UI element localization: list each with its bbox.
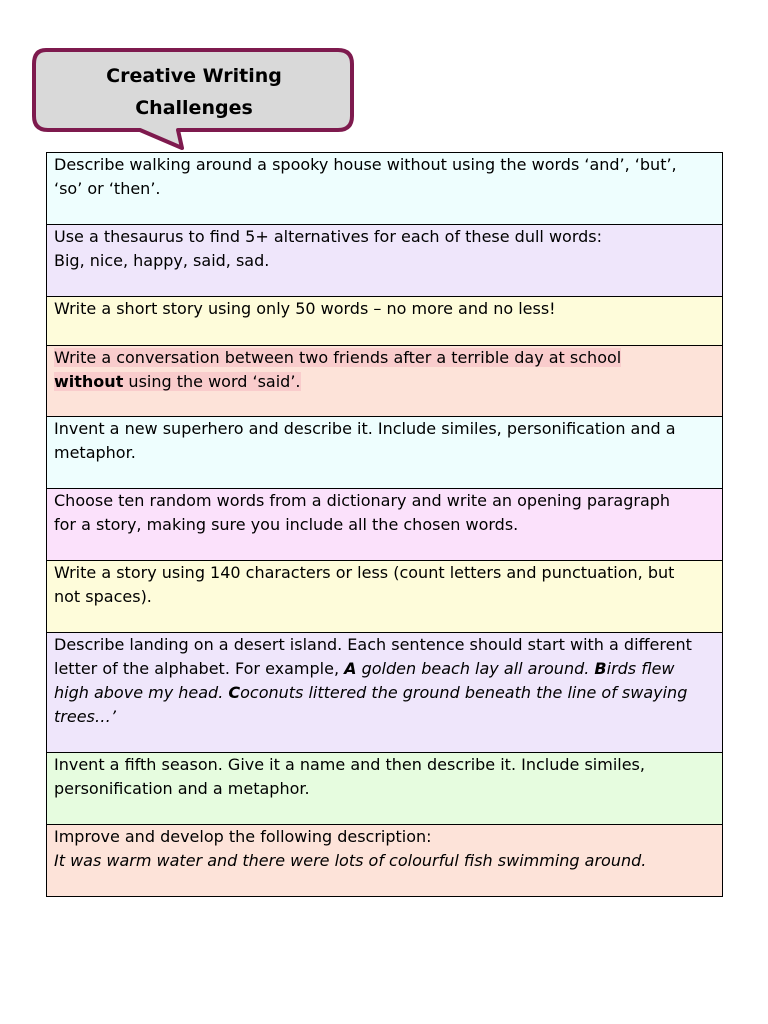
challenge-6-line-1: Choose ten random words from a dictionary and write an opening paragraph bbox=[54, 491, 671, 510]
challenge-1-line-1: Describe walking around a spooky house without using the words ‘and’, ‘but’, bbox=[54, 155, 677, 174]
challenge-8-letter-c: C bbox=[228, 683, 241, 702]
challenge-4-line-1-highlight: Write a conversation between two friends after a terrible day at school bbox=[54, 348, 622, 367]
challenge-4-line-2 bbox=[54, 370, 714, 394]
challenge-5-line-1: Invent a new superhero and describe it. Include similes, personification and a bbox=[54, 419, 676, 438]
challenge-row-8 bbox=[47, 633, 722, 753]
challenge-6-line-2: for a story, making sure you include all the chosen words. bbox=[54, 515, 519, 534]
challenge-4-line-1 bbox=[54, 346, 714, 370]
challenge-row-2 bbox=[47, 225, 722, 297]
challenge-7-line-2: not spaces). bbox=[54, 587, 152, 606]
challenge-8-line-3 bbox=[54, 681, 714, 705]
challenge-row-4 bbox=[47, 346, 722, 417]
challenge-row-1 bbox=[47, 153, 722, 225]
title-line-2: Challenges bbox=[135, 97, 253, 119]
challenge-10-line-2: It was warm water and there were lots of colourful fish swimming around. bbox=[54, 851, 647, 870]
challenge-7-line-1: Write a story using 140 characters or less (count letters and punctuation, but bbox=[54, 563, 675, 582]
challenge-9-line-2: personification and a metaphor. bbox=[54, 779, 310, 798]
challenge-8-line-1: Describe landing on a desert island. Each sentence should start with a different bbox=[54, 635, 692, 654]
challenge-8-example-4: oconuts littered the ground beneath the line of swaying bbox=[240, 683, 688, 702]
page-title bbox=[36, 60, 352, 124]
challenge-5-line-2: metaphor. bbox=[54, 443, 136, 462]
challenge-8-example-1: golden beach lay all around. bbox=[356, 659, 595, 678]
challenge-8-line-4: trees…’ bbox=[54, 707, 116, 726]
challenge-row-7 bbox=[47, 561, 722, 633]
challenge-row-6 bbox=[47, 489, 722, 561]
challenge-1-line-2: ‘so’ or ‘then’. bbox=[54, 179, 161, 198]
challenge-9-line-1: Invent a fifth season. Give it a name and then describe it. Include similes, bbox=[54, 755, 645, 774]
challenge-8-example-2: irds flew bbox=[606, 659, 675, 678]
challenge-8-line-2 bbox=[54, 657, 714, 681]
challenge-8-example-3: high above my head. bbox=[54, 683, 229, 702]
challenge-row-5 bbox=[47, 417, 722, 489]
challenge-row-9 bbox=[47, 753, 722, 825]
challenges-table bbox=[46, 152, 723, 897]
challenge-8-letter-a: A bbox=[344, 659, 357, 678]
title-line-1: Creative Writing bbox=[106, 65, 282, 87]
challenge-8-letter-b: B bbox=[594, 659, 607, 678]
challenge-10-line-1: Improve and develop the following description: bbox=[54, 827, 432, 846]
challenge-row-10 bbox=[47, 825, 722, 896]
challenge-3-line-1: Write a short story using only 50 words – no more and no less! bbox=[54, 299, 556, 318]
challenge-2-line-2: Big, nice, happy, said, sad. bbox=[54, 251, 270, 270]
challenge-4-line-2-rest: using the word ‘said’. bbox=[123, 372, 301, 391]
challenge-row-3 bbox=[47, 297, 722, 346]
challenge-2-line-1: Use a thesaurus to find 5+ alternatives for each of these dull words: bbox=[54, 227, 603, 246]
challenge-8-line-2-plain: letter of the alphabet. For example, bbox=[54, 659, 345, 678]
challenge-4-without: without bbox=[54, 372, 124, 391]
